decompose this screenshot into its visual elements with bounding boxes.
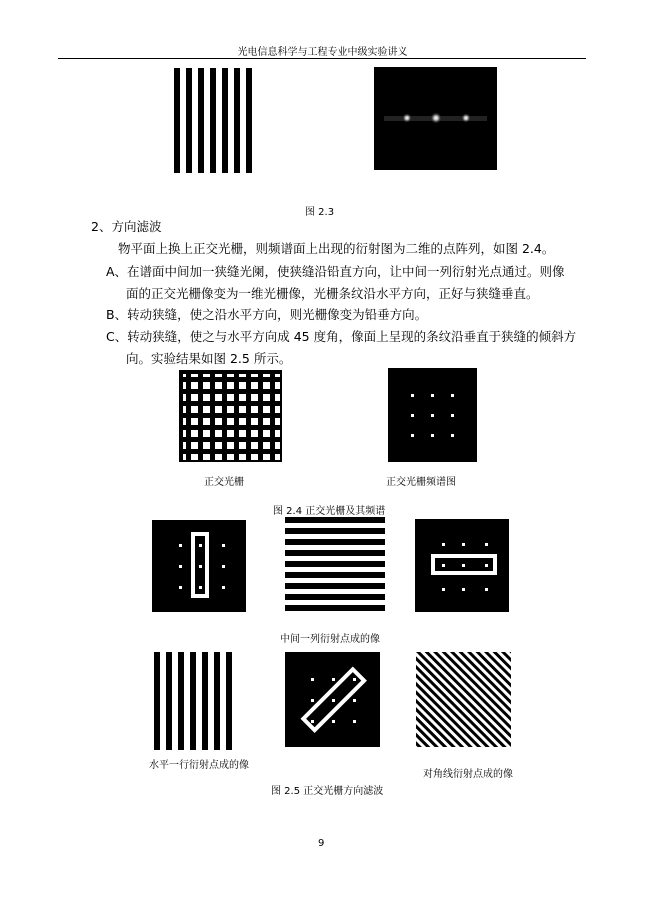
vertical-grating-image [174,68,256,173]
figure-2-4-caption: 图 2.4 正交光栅及其频谱 [273,506,386,517]
orthogonal-grating-label: 正交光栅 [204,477,244,488]
middle-column-label: 中间一列衍射点成的像 [280,634,380,645]
horizontal-slit-spectrum [415,519,509,612]
diagonal-label: 对角线衍射点成的像 [423,769,513,780]
diagonal-grating-image [416,652,511,747]
orthogonal-grating-spectrum [388,368,477,462]
horizontal-row-label: 水平一行衍射点成的像 [149,760,249,771]
item-a-line2: 面的正交光栅像变为一维光栅像，光栅条纹沿水平方向，正好与狭缝垂直。 [126,286,539,301]
figure-2-3-caption: 图 2.3 [305,207,335,218]
section-heading: 2、方向滤波 [91,219,162,234]
intro-paragraph: 物平面上换上正交光栅，则频谱面上出现的衍射图为二维的点阵列，如图 2.4。 [118,241,555,256]
item-b: B、转动狭缝，使之沿水平方向，则光栅像变为铅垂方向。 [106,307,428,322]
orthogonal-grating-image [179,370,282,462]
diagonal-slit-spectrum [285,652,380,747]
vertical-slit-spectrum [152,520,246,612]
item-a-line1: A、在谱面中间加一狭缝光阑，使狭缝沿铅直方向，让中间一列衍射光点通过。则像 [106,264,565,279]
horizontal-grating-image [285,517,385,612]
vertical-grating-result-image [154,652,236,750]
figure-2-5-caption: 图 2.5 正交光栅方向滤波 [271,786,384,797]
page-number: 9 [318,838,325,849]
orthogonal-spectrum-label: 正交光栅频谱图 [386,477,456,488]
item-c-line1: C、转动狭缝，使之与水平方向成 45 度角，像面上呈现的条纹沿垂直于狭缝的倾斜方 [106,329,577,344]
header-rule [58,58,586,59]
page-header: 光电信息科学与工程专业中级实验讲义 [237,47,408,58]
vertical-grating-spectrum [374,67,497,170]
item-c-line2: 向。实验结果如图 2.5 所示。 [126,351,292,366]
